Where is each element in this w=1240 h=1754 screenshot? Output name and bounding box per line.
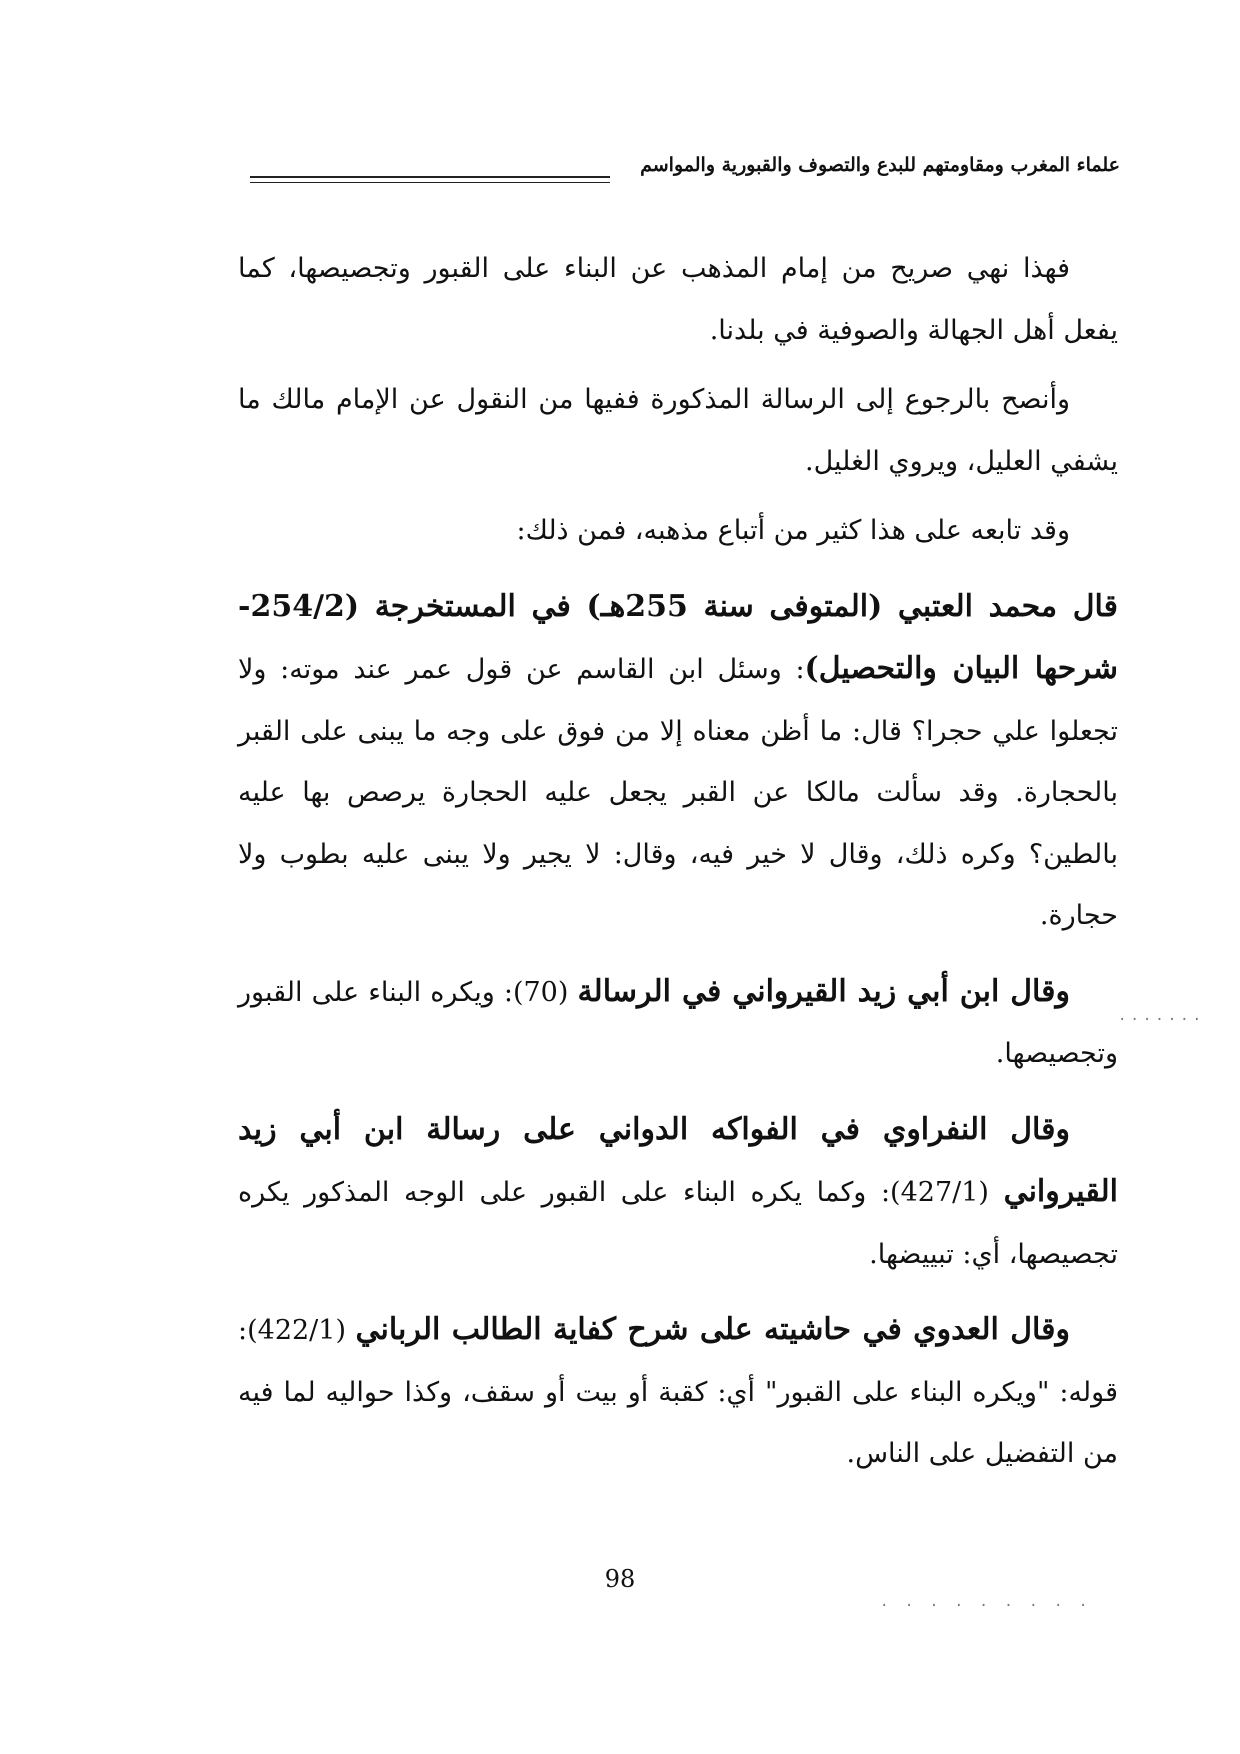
scan-speck: ······· [1118, 1012, 1206, 1028]
quote-text: (422/1): قوله: "ويكره البناء على القبور" أي: كقبة أو بيت أو سقف، وكذا حواليه لما فيه من التفضيل على الناس. [238, 1315, 1118, 1469]
header-rule [250, 176, 610, 178]
paragraph-text: فهذا نهي صريح من إمام المذهب عن البناء على القبور وتجصيصها، كما يفعل أهل الجهالة والصوفية في بلدنا. [238, 253, 1118, 346]
quote-source: قال محمد العتبي (المتوفى سنة 255هـ) في المستخرجة (254/2- شرحها البيان والتحصيل) [238, 588, 1118, 686]
quote-text: (427/1): وكما يكره البناء على القبور على الوجه المذكور يكره تجصيصها، أي: تبييضها. [238, 1177, 1118, 1270]
paragraph-text: وقد تابعه على هذا كثير من أتباع مذهبه، فمن ذلك: [516, 515, 1070, 546]
paragraph-followers [238, 500, 1118, 562]
page-body [238, 238, 1118, 1485]
quote-source: وقال النفراوي في الفواكه الدواني على رسالة ابن أبي زيد القيرواني [238, 1111, 1118, 1209]
running-header [250, 150, 1120, 198]
quote-text: : وسئل ابن القاسم عن قول عمر عند موته: ولا تجعلوا علي حجرا؟ قال: ما أظن معناه إلا من فوق على وجه ما يبنى على القبر بالحجارة. وقد سألت مالكا عن القبر يجعل عليه الحجارة يرصص بها عليه بالطين؟ وكره ذلك، وقال لا خير فيه، وقال: لا يجير ولا يبنى عليه بطوب ولا حجارة. [238, 654, 1118, 931]
quote-text: (70): ويكره البناء على القبور وتجصيصها. [238, 976, 1118, 1069]
paragraph-imam-prohibition [238, 238, 1118, 361]
scan-speck: · · · · · · · · · [880, 1598, 1092, 1614]
paragraph-text: وأنصح بالرجوع إلى الرسالة المذكورة ففيها من النقول عن الإمام مالك ما يشفي العليل، ويروي الغليل. [238, 384, 1118, 477]
quote-qayrawani [238, 961, 1118, 1085]
header-rule-thin [250, 182, 610, 183]
paragraph-advice [238, 369, 1118, 492]
quote-adawi [238, 1299, 1118, 1485]
quote-nafrawi [238, 1099, 1118, 1286]
quote-source: وقال العدوي في حاشيته على شرح كفاية الطالب الرباني [355, 1312, 1070, 1347]
page-number: 98 [604, 1565, 636, 1593]
quote-utbi [238, 576, 1118, 947]
quote-source: وقال ابن أبي زيد القيرواني في الرسالة [577, 973, 1070, 1009]
running-header-title: علماء المغرب ومقاومتهم للبدع والتصوف والقبورية والمواسم [640, 154, 1120, 176]
